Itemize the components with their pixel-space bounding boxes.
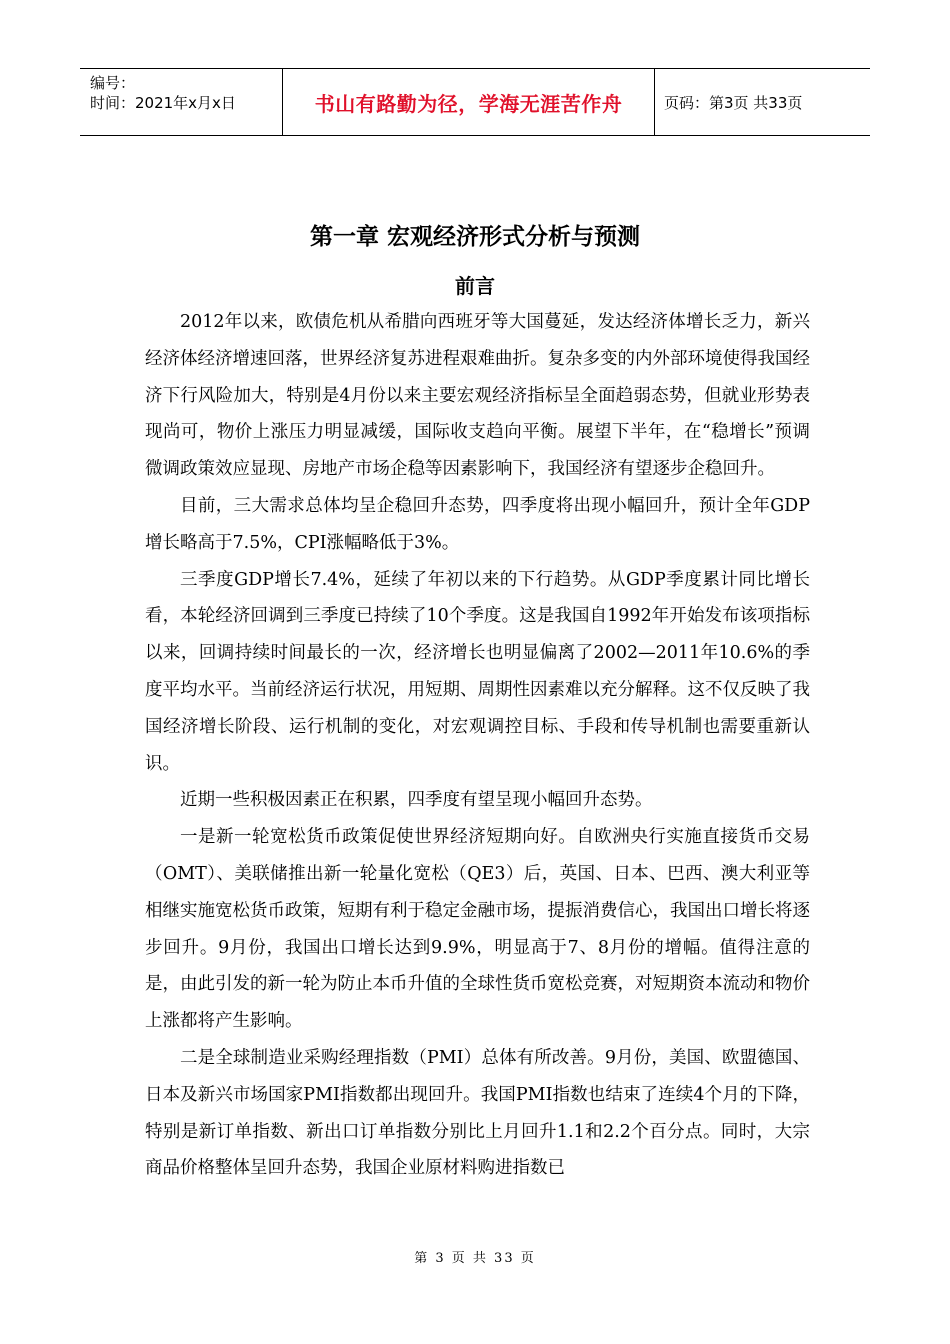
number-label: 编号： xyxy=(90,74,136,92)
header-page-info: 页码：第3页 共33页 xyxy=(664,93,803,112)
paragraph: 目前，三大需求总体均呈企稳回升态势，四季度将出现小幅回升，预计全年GDP增长略高于7.5%，CPI涨幅略低于3%。 xyxy=(145,495,810,553)
paragraph: 三季度GDP增长7.4%，延续了年初以来的下行趋势。从GDP季度累计同比增长看，本轮经济回调到三季度已持续了10个季度。这是我国自1992年开始发布该项指标以来，回调持续时间最长的一次，经济增长也明显偏离了2002—2011年10.6%的季度平均水平。当前经济运行状况，用短期、周期性因素难以充分解释。这不仅反映了我国经济增长阶段、运行机制的变化，对宏观调控目标、手段和传导机制也需要重新认识。 xyxy=(145,569,810,774)
paragraph: 一是新一轮宽松货币政策促使世界经济短期向好。自欧洲央行实施直接货币交易（OMT）、美联储推出新一轮量化宽松（QE3）后，英国、日本、巴西、澳大利亚等相继实施宽松货币政策，短期有利于稳定金融市场，提振消费信心，我国出口增长将逐步回升。9月份，我国出口增长达到9.9%，明显高于7、8月份的增幅。值得注意的是，由此引发的新一轮为防止本币升值的全球性货币宽松竞赛，对短期资本流动和物价上涨都将产生影响。 xyxy=(145,827,810,1032)
chapter-title: 第一章 宏观经济形式分析与预测 xyxy=(309,224,640,250)
header-motto: 书山有路勤为径，学海无涯苦作舟 xyxy=(282,69,655,135)
section-title: 前言 xyxy=(455,274,495,298)
document-header xyxy=(80,68,870,136)
date-label: 时间：2021年x月x日 xyxy=(90,94,236,112)
body-text xyxy=(145,304,810,1187)
page-footer: 第 3 页 共 33 页 xyxy=(414,1251,536,1266)
paragraph: 二是全球制造业采购经理指数（PMI）总体有所改善。9月份，美国、欧盟德国、日本及新兴市场国家PMI指数都出现回升。我国PMI指数也结束了连续4个月的下降，特别是新订单指数、新出口订单指数分别比上月回升1.1和2.2个百分点。同时，大宗商品价格整体呈回升态势，我国企业原材料购进指数已 xyxy=(145,1047,810,1179)
header-meta-cell xyxy=(80,69,282,135)
paragraph: 近期一些积极因素正在积累，四季度有望呈现小幅回升态势。 xyxy=(180,790,653,811)
paragraph: 2012年以来，欧债危机从希腊向西班牙等大国蔓延，发达经济体增长乏力，新兴经济体经济增速回落，世界经济复苏进程艰难曲折。复杂多变的内外部环境使得我国经济下行风险加大，特别是4月份以来主要宏观经济指标呈全面趋弱态势，但就业形势表现尚可，物价上涨压力明显减缓，国际收支趋向平衡。展望下半年，在“稳增长”预调微调政策效应显现、房地产市场企稳等因素影响下，我国经济有望逐步企稳回升。 xyxy=(145,312,810,480)
